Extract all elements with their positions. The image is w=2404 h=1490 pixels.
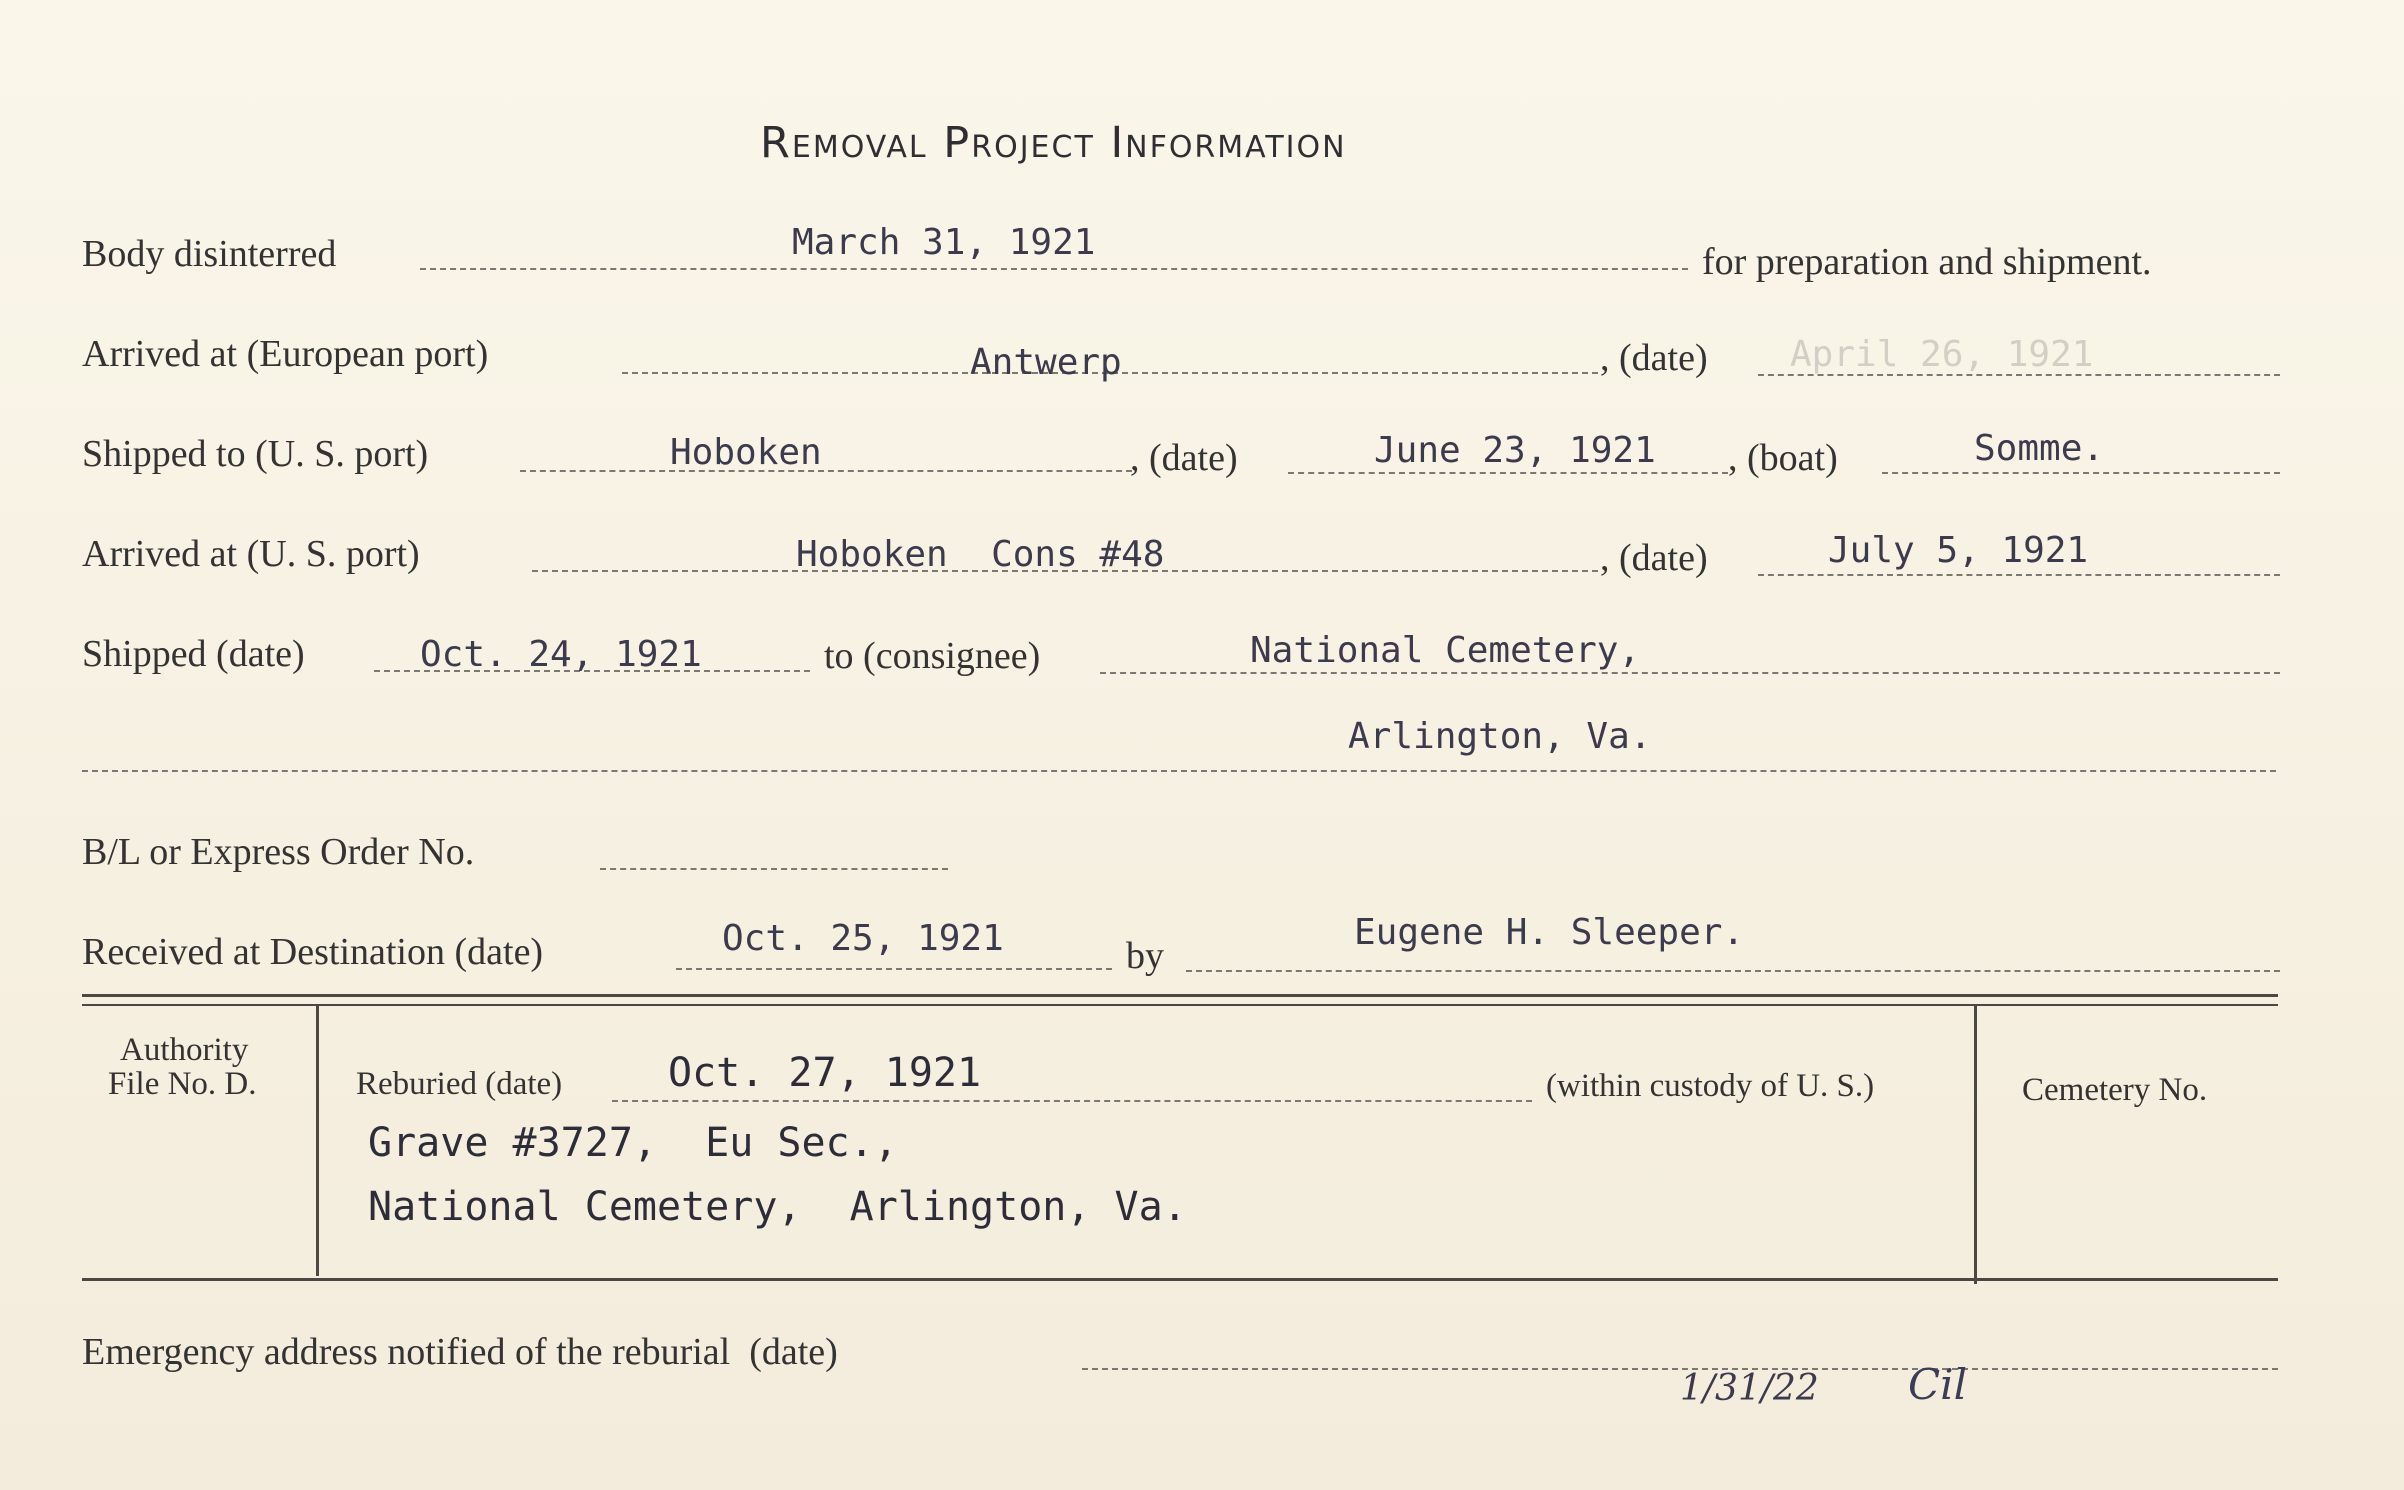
grave-line-1: Grave #3727, Eu Sec., — [368, 1120, 898, 1166]
received-date-line — [676, 968, 1112, 970]
disinterred-suffix: for preparation and shipment. — [1702, 241, 2152, 283]
arrived-us-port-date-line — [1758, 574, 2280, 576]
consignee-line1: National Cemetery, — [1250, 630, 1641, 671]
disinterred-label: Body disinterred — [82, 233, 337, 275]
reburied-label: Reburied (date) — [356, 1066, 563, 1102]
box-top-rule-2 — [82, 1004, 2278, 1006]
cemetery-no-label: Cemetery No. — [2022, 1072, 2208, 1108]
consignee-line — [1100, 672, 2280, 674]
received-by-line — [1186, 970, 2280, 972]
box-right-divider — [1974, 1004, 1977, 1284]
received-label: Received at Destination (date) — [82, 931, 544, 973]
shipped-us-port-value: Hoboken — [670, 432, 822, 473]
received-date-value: Oct. 25, 1921 — [722, 918, 1004, 959]
reburied-value: Oct. 27, 1921 — [668, 1050, 982, 1096]
boat-value: Somme. — [1974, 428, 2105, 469]
consignee-continuation-line — [82, 770, 2276, 772]
emergency-initials: Cil — [1908, 1360, 1968, 1409]
shipped-date-label: Shipped (date) — [82, 633, 305, 675]
bl-order-line — [600, 868, 948, 870]
arrived-us-port-label: Arrived at (U. S. port) — [82, 533, 420, 575]
consignee-label: to (consignee) — [824, 635, 1041, 677]
shipped-us-port-date-label: , (date) — [1130, 437, 1238, 479]
arrived-us-port-date-label: , (date) — [1600, 537, 1708, 579]
boat-line — [1882, 472, 2280, 474]
european-port-date-value: April 26, 1921 — [1790, 334, 2094, 375]
file-no-label: File No. D. — [108, 1066, 257, 1102]
european-port-label: Arrived at (European port) — [82, 333, 489, 375]
shipped-us-port-line — [520, 470, 1132, 472]
shipped-us-port-label: Shipped to (U. S. port) — [82, 433, 429, 475]
boat-label: , (boat) — [1728, 437, 1838, 479]
grave-line-2: National Cemetery, Arlington, Va. — [368, 1184, 1187, 1230]
reburied-line — [612, 1100, 1532, 1102]
received-by-label: by — [1126, 935, 1164, 977]
authority-label: Authority — [120, 1032, 249, 1068]
box-bottom-rule — [82, 1278, 2278, 1281]
arrived-us-port-date-value: July 5, 1921 — [1828, 530, 2089, 571]
consignee-line2: Arlington, Va. — [1348, 716, 1652, 757]
shipped-us-port-date-value: June 23, 1921 — [1374, 430, 1656, 471]
bl-order-label: B/L or Express Order No. — [82, 831, 475, 873]
disinterred-value: March 31, 1921 — [792, 222, 1096, 263]
custody-note: (within custody of U. S.) — [1546, 1068, 1875, 1104]
arrived-us-port-value: Hoboken Cons #48 — [796, 534, 1165, 575]
page-title: Removal Project Information — [760, 118, 1347, 168]
received-by-value: Eugene H. Sleeper. — [1354, 912, 1745, 953]
box-left-divider — [316, 1004, 319, 1276]
emergency-date-value: 1/31/22 — [1680, 1368, 1819, 1409]
european-port-date-label: , (date) — [1600, 337, 1708, 379]
shipped-us-port-date-line — [1288, 472, 1728, 474]
box-top-rule-1 — [82, 994, 2278, 997]
shipped-date-value: Oct. 24, 1921 — [420, 634, 702, 675]
disinterred-line — [420, 268, 1688, 270]
european-port-value: Antwerp — [970, 342, 1122, 383]
emergency-label: Emergency address notified of the reburial (date) — [82, 1331, 838, 1373]
